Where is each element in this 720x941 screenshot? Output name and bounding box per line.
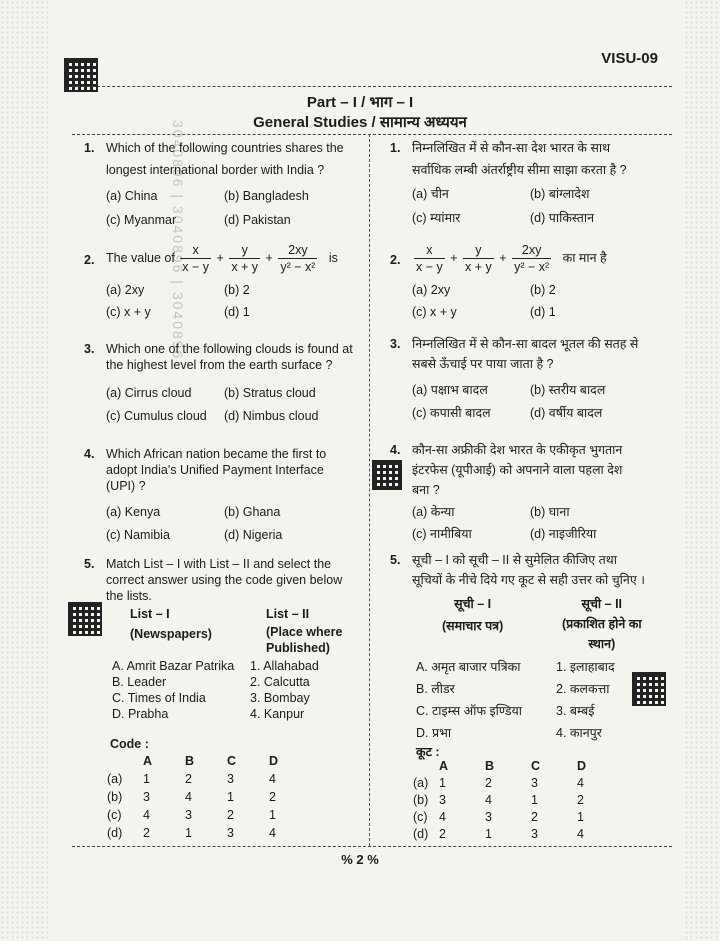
question-text: the lists. [106, 589, 152, 603]
table-cell: 3 [485, 810, 492, 824]
option-b: (b) Stratus cloud [224, 386, 316, 400]
question-number: 5. [84, 557, 95, 571]
option-a: (a) China [106, 189, 158, 203]
table-cell: 1 [227, 790, 234, 804]
question-text: सूची – I को सूची – II से सुमेलित कीजिए तथा [412, 553, 617, 567]
table-cell: 4 [485, 793, 492, 807]
list-item: C. टाइम्स ऑफ इण्डिया [416, 704, 523, 718]
table-row [412, 809, 622, 826]
table-row [412, 792, 622, 809]
table-cell: 3 [531, 827, 538, 841]
table-cell: (d) [413, 827, 429, 841]
plus-sign: + [216, 250, 224, 265]
table-row [106, 770, 310, 788]
question-number: 4. [84, 447, 95, 461]
code-table-header [412, 758, 622, 775]
option-b: (b) 2 [530, 283, 556, 297]
fraction [278, 242, 317, 275]
list-item: A. अमृत बाजार पत्रिका [416, 660, 521, 674]
list2-heading [562, 596, 642, 652]
option-b: (b) स्तरीय बादल [530, 383, 606, 397]
list2-heading-line: सूची – II [581, 597, 623, 611]
denominator: x + y [231, 260, 259, 274]
top-divider [72, 86, 672, 87]
table-cell [106, 752, 142, 770]
list-item: 2. Calcutta [250, 675, 310, 689]
table-row [412, 826, 622, 843]
question-number: 2. [84, 253, 95, 267]
question-text: बना ? [412, 483, 440, 497]
table-cell: 4 [185, 790, 192, 804]
question-text: Which African nation became the first to [106, 447, 327, 461]
question-number: 3. [390, 337, 401, 351]
option-d: (d) वर्षीय बादल [530, 406, 603, 420]
question-text: Match List – I with List – II and select the [106, 557, 332, 571]
subject-title: General Studies / सामान्य अध्ययन [253, 114, 467, 131]
question-text: कौन-सा अफ्रीकी देश भारत के एकीकृत भुगतान [412, 443, 623, 457]
option-d: (d) 1 [530, 305, 556, 319]
code-table-header [106, 752, 310, 770]
option-c: (c) Cumulus cloud [106, 409, 207, 423]
question-text: निम्नलिखित में से कौन-सा बादल भूतल की सतह से [412, 337, 639, 351]
table-row [106, 824, 310, 842]
option-b: (b) बांग्लादेश [530, 187, 590, 201]
question-text: longest international border with India ? [106, 163, 325, 177]
list2-heading-line: (Place where [266, 625, 343, 639]
table-header: B [485, 759, 495, 773]
table-row [106, 806, 310, 824]
question-text: का मान है [562, 250, 607, 265]
question-text: correct answer using the code given below [106, 573, 343, 587]
table-cell: (c) [107, 808, 122, 822]
fraction [180, 242, 211, 275]
table-cell: 1 [531, 793, 538, 807]
option-b: (b) 2 [224, 283, 250, 297]
question-text: सबसे ऊँचाई पर पाया जाता है ? [412, 357, 554, 371]
question-5-hi [390, 552, 692, 841]
table-cell: 2 [143, 826, 150, 840]
question-text: is [328, 250, 338, 265]
watermark: 3040896 | 3040896 | 3040896 [170, 120, 186, 361]
fraction [229, 242, 260, 275]
option-a: (a) चीन [412, 187, 449, 201]
list2-heading-line: List – II [266, 607, 310, 621]
denominator: x + y [465, 260, 492, 274]
list-item: C. Times of India [112, 691, 206, 705]
table-header: D [577, 759, 587, 773]
question-2-en [84, 242, 386, 319]
option-a: (a) Cirrus cloud [106, 386, 192, 400]
table-header: B [185, 754, 195, 768]
question-text: निम्नलिखित में से कौन-सा देश भारत के साथ [412, 141, 611, 155]
question-number: 4. [390, 443, 401, 457]
list2-heading-line: स्थान) [588, 637, 616, 651]
table-cell: (b) [413, 793, 429, 807]
list-item: B. लीडर [416, 682, 455, 696]
option-d: (d) नाइजीरिया [530, 527, 597, 541]
table-cell: 4 [439, 810, 446, 824]
table-header: A [439, 759, 449, 773]
option-a: (a) केन्या [412, 505, 455, 519]
table-cell: 2 [269, 790, 276, 804]
question-2-hi [390, 242, 692, 319]
option-c: (c) नामीबिया [412, 527, 472, 541]
denominator: x − y [182, 260, 210, 274]
table-header: D [269, 754, 279, 768]
table-cell: (b) [107, 790, 123, 804]
question-text: Which one of the following clouds is found at [106, 342, 353, 356]
list2 [556, 656, 615, 744]
question-4-en [84, 446, 386, 542]
table-cell: (a) [413, 776, 429, 790]
code-table [412, 758, 622, 843]
list2-heading [266, 606, 342, 656]
table-cell: 1 [269, 808, 276, 822]
table-cell: 4 [269, 772, 276, 786]
list-item: 1. Allahabad [250, 659, 319, 673]
list1-heading-line: सूची – I [454, 597, 492, 611]
question-text: Which of the following countries shares the [106, 141, 344, 155]
table-row [106, 788, 310, 806]
question-text: (UPI) ? [106, 479, 146, 493]
option-c: (c) x + y [412, 305, 457, 319]
question-text: इंटरफेस (यूपीआई) को अपनाने वाला पहला देश [412, 463, 623, 477]
list-item: A. Amrit Bazar Patrika [112, 659, 235, 673]
table-cell: 4 [577, 776, 584, 790]
question-3-hi [390, 336, 692, 420]
table-cell: 1 [439, 776, 446, 790]
question-number: 1. [84, 141, 95, 155]
part-title: Part – I / भाग – I [306, 94, 414, 111]
option-d: (d) Pakistan [224, 213, 291, 227]
question-text: सूचियों के नीचे दिये गए कूट से सही उत्तर को चुनिए । [412, 573, 645, 587]
bottom-divider [72, 846, 672, 847]
numerator: 2xy [278, 242, 317, 259]
option-c: (c) कपासी बादल [412, 406, 491, 420]
option-d: (d) Nigeria [224, 528, 283, 542]
list1-heading [442, 596, 503, 634]
option-c: (c) Namibia [106, 528, 170, 542]
list-item: D. प्रभा [416, 726, 452, 740]
table-cell: 1 [143, 772, 150, 786]
table-cell: 1 [485, 827, 492, 841]
table-row [412, 775, 622, 792]
table-cell: 1 [185, 826, 192, 840]
option-a: (a) 2xy [412, 283, 451, 297]
option-d: (d) 1 [224, 305, 250, 319]
table-cell: 2 [439, 827, 446, 841]
table-cell: 2 [485, 776, 492, 790]
list1-heading-line: (समाचार पत्र) [442, 619, 504, 633]
question-3-en [84, 341, 386, 423]
question-number: 3. [84, 342, 95, 356]
option-c: (c) म्यांमार [412, 211, 461, 225]
numerator: y [463, 242, 494, 259]
table-cell: (d) [107, 826, 123, 840]
table-cell [412, 758, 438, 775]
question-1-en [84, 140, 386, 227]
list-item: 3. बम्बई [556, 704, 595, 718]
list-item: 3. Bombay [250, 691, 310, 705]
list-item: 2. कलकत्ता [556, 682, 610, 696]
table-cell: 3 [531, 776, 538, 790]
list-item: 1. इलाहाबाद [556, 660, 615, 674]
plus-sign: + [450, 250, 458, 265]
table-cell: 1 [577, 810, 584, 824]
list-item: 4. Kanpur [250, 707, 305, 721]
fraction [512, 242, 551, 275]
list-item: 4. कानपुर [556, 726, 602, 740]
question-number: 5. [390, 553, 401, 567]
table-header: C [227, 754, 237, 768]
code-table [106, 752, 310, 842]
list2-heading-line: Published) [266, 641, 330, 655]
table-cell: 3 [227, 826, 234, 840]
table-cell: 2 [227, 808, 234, 822]
table-cell: 2 [577, 793, 584, 807]
list1-heading-line: (Newspapers) [130, 627, 212, 641]
option-a: (a) 2xy [106, 283, 145, 297]
code-label: Code : [110, 737, 149, 751]
list1-heading-line: List – I [130, 607, 170, 621]
table-cell: 3 [185, 808, 192, 822]
numerator: x [414, 242, 445, 259]
qr-code-icon [68, 602, 102, 636]
numerator: y [229, 242, 260, 259]
option-b: (b) Ghana [224, 505, 281, 519]
page-number: % 2 % [341, 852, 379, 867]
denominator: y² − x² [514, 260, 550, 274]
header-divider [72, 134, 672, 135]
list2-heading-line: (प्रकाशित होने का [562, 617, 642, 631]
table-cell: 3 [143, 790, 150, 804]
numerator: x [180, 242, 211, 259]
list-item: B. Leader [112, 675, 167, 689]
option-b: (b) घाना [530, 505, 570, 519]
page-border-dots [0, 0, 48, 941]
plus-sign: + [265, 250, 273, 265]
table-header: A [143, 754, 153, 768]
table-header: C [531, 759, 541, 773]
table-cell: 3 [439, 793, 446, 807]
fraction [414, 242, 445, 275]
option-b: (b) Bangladesh [224, 189, 309, 203]
qr-code-icon [372, 460, 402, 490]
plus-sign: + [499, 250, 507, 265]
question-number: 1. [390, 141, 401, 155]
option-c: (c) Myanmar [106, 213, 177, 227]
table-cell: 2 [531, 810, 538, 824]
table-cell: 4 [269, 826, 276, 840]
table-cell: 4 [143, 808, 150, 822]
question-text: the highest level from the earth surface ? [106, 358, 333, 372]
list1 [112, 658, 234, 722]
table-cell: 3 [227, 772, 234, 786]
denominator: x − y [416, 260, 443, 274]
fraction [463, 242, 494, 275]
option-a: (a) Kenya [106, 505, 161, 519]
list2 [250, 658, 319, 722]
list1 [416, 656, 522, 744]
question-text: सर्वाधिक लम्बी अंतर्राष्ट्रीय सीमा साझा करता है ? [412, 163, 627, 177]
table-cell: 4 [577, 827, 584, 841]
code-label: कूट : [416, 745, 440, 759]
table-cell: 2 [185, 772, 192, 786]
option-d: (d) Nimbus cloud [224, 409, 319, 423]
table-cell: (c) [413, 810, 428, 824]
option-d: (d) पाकिस्तान [530, 211, 595, 225]
option-a: (a) पक्षाभ बादल [412, 383, 488, 397]
denominator: y² − x² [280, 260, 316, 274]
list1-heading [130, 606, 212, 642]
paper-code: VISU-09 [601, 50, 658, 67]
question-text: adopt India's Unified Payment Interface [106, 463, 324, 477]
question-5-en [84, 556, 386, 840]
question-number: 2. [390, 253, 401, 267]
list-item: D. Prabha [112, 707, 169, 721]
table-cell: (a) [107, 772, 123, 786]
option-c: (c) x + y [106, 305, 151, 319]
question-4-hi [390, 442, 692, 541]
qr-code-icon [632, 672, 666, 706]
question-text: The value of [106, 250, 175, 265]
question-1-hi [390, 140, 692, 225]
numerator: 2xy [512, 242, 551, 259]
